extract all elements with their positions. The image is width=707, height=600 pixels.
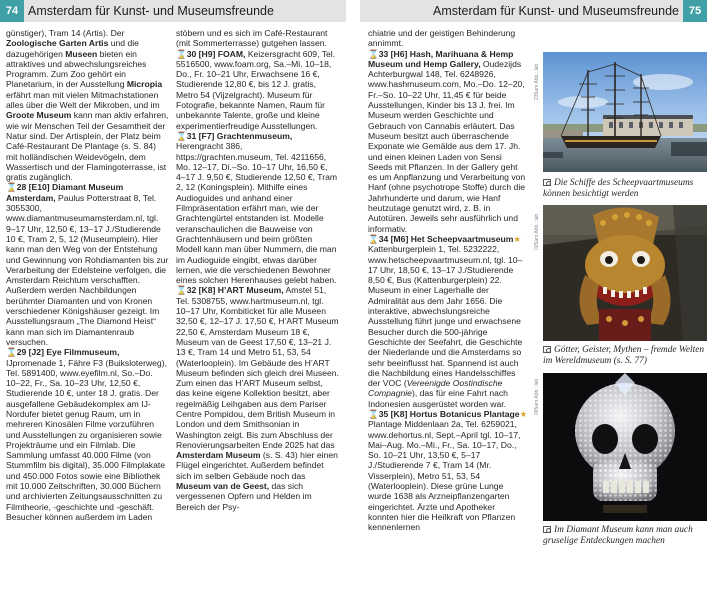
entry-number: 34 [378, 233, 389, 244]
text-column-2 [176, 28, 339, 594]
text-run: erfährt man mit vielen Mitmachstationen alles über die Welt der Mikroben, und im [6, 89, 160, 111]
bold-term: Museen [65, 48, 98, 59]
running-title-right: Amsterdam für Kunst- und Museumsfreunde [433, 4, 679, 18]
mask-image [543, 205, 707, 341]
text-column-3 [368, 28, 528, 594]
ship-image [543, 52, 707, 172]
skull-image [543, 373, 707, 521]
entry-name: [F7] Grachtenmuseum, [196, 130, 293, 141]
museum-marker-icon: ⌛ [6, 182, 17, 193]
caption-text: Im Diamant Museum kann man auch gruselige Entdeckungen machen [543, 525, 693, 546]
entry-32 [176, 285, 339, 512]
paragraph-zoo [6, 28, 169, 182]
museum-marker-icon: ⌛ [368, 233, 379, 244]
museum-marker-icon: ⌛ [368, 408, 379, 419]
entry-text: Keizersgracht 609, Tel. 5516500, www.foam.org, Sa.–Mi. 10–18, Do., Fr. 10–21 Uhr, Erwachsene 16 €, Studierende 12,80 €, bis 12 J. gratis, Metro 54 (Vijzelgracht). Museum für Fotografie, bekannte Namen, Raum für unbekannte Talente, große und kleine experimentierfreudige Ausstellungen. [176, 48, 336, 131]
header-bar-left [0, 0, 346, 22]
entry-name: [K8] H’ART Museum, [196, 285, 284, 296]
caption-text: Götter, Geister, Mythen – fremde Welten im Wereldmuseum (s. S. 77) [543, 345, 705, 366]
entry-number: 30 [186, 48, 197, 59]
museum-marker-icon: ⌛ [368, 48, 379, 59]
highlight-star-icon: ★ [513, 233, 522, 244]
entry-35 [368, 409, 528, 533]
running-title-left: Amsterdam für Kunst- und Museumsfreunde [28, 4, 274, 18]
entry-29 [6, 347, 169, 522]
photo-credit: 025am Abb.: lab [534, 213, 540, 250]
page-number-left: 74 [0, 0, 24, 22]
entry-number: 35 [378, 408, 389, 419]
entry-text: (s. S. 43) hier einen Flügel eingerichtet. Außerdem befindet sich im selben Gebäude noch das [176, 450, 338, 481]
entry-number: 32 [186, 285, 197, 296]
entry-text: ), das für eine Fahrt nach Indonesien ausgerüstet worden war. [368, 388, 508, 409]
entry-name: [J2] Eye Filmmuseum, [26, 347, 120, 358]
photo-ship-scheepvaartmuseum [543, 52, 707, 172]
entry-number: 29 [16, 347, 27, 358]
entry-name: [M6] Het Scheepvaartmuseum [388, 233, 514, 244]
entry-number: 28 [16, 182, 27, 193]
text-run: günstiger), Tram 14 (Artis). Der [6, 28, 125, 38]
bold-term: Micropia [126, 79, 163, 90]
entry-name: [H6] Hash, Marihuana & Hemp Museum und Hemp Gallery, [368, 48, 514, 69]
text-run: und die dazugehörigen [6, 38, 139, 59]
caption-mask [543, 345, 707, 367]
text-run: kann man aktiv erfahren, wie wir Menschen Teil der Gesamtheit der Natur sind. Der Artisplein, der Platz beim Café-Restaurant De Plantage (s. S. 84) mit holländischen Weidevögeln, dem Wassertisch und der Flamingoterrasse, ist gratis zugänglich. [6, 110, 169, 183]
entry-31 [176, 131, 339, 285]
entry-number: 31 [186, 130, 197, 141]
entry-number: 33 [378, 48, 389, 59]
entry-text: Plantage Middenlaan 2a, Tel. 6259021, www.dehortus.nl, Sept.–April tgl. 10–17, Mai–Aug. Mo.–Mi., Fr., Sa. 10–17, Do., So. 10–21 Uhr, 13,50 €, 5–17 J./Studierende 7 €, Tram 14 (Mr. Visserplein), Metro 51, 53, 54 (Waterlooplein). Diese grüne Lunge wurde 1638 als Arzneipflanzengarten eingerichtet. Ärzte und Apotheker konnten hier die Heilkraft von Pflanzen kennenlernen [368, 419, 521, 533]
highlight-star-icon: ★ [519, 408, 528, 419]
entry-34 [368, 234, 528, 409]
caption-skull [543, 525, 707, 547]
entry-text: Oudezijds Achterburgwal 148, Tel. 6248926, www.hashmuseum.com, Mo.–Do. 12–20, Fr.–So. 10–22 Uhr, 11,45 € für beide Ausstellungen, Kinder bis 13 J. frei. Im Museum werden Geschichte und Gebrauch von Cannabis erläutert. Das Museum besitzt auch überraschende Exponate wie Gemälde aus dem 17. Jh. und einen kleinen Laden von Sensi Seeds mit Pflanzen. In der Gallery geht es um Anpflanzung und Verarbeitung von Hanf (ohne psychotrope Stoffe) durch die Jahrhunderte und darum, wie Hanf heutzutage genutzt wird, z. B. in Autotüren. Jeweils sehr ausführlich und informativ. [368, 58, 526, 234]
entry-text: IJpromenade 1, Fähre F3 (Buiksloterweg), Tel. 5891400, www.eyefilm.nl, So.–Do. 10–22, Fr., Sa. 10–23 Uhr, 12,50 €, Studierende 10 €, unter 18 J. gratis. Der ausgefallene Gebäudekomplex am IJ-Nordufer bietet genug Raum, um in mehreren Kinosälen Filme vorzuführen und Ausstellungen zu organisieren sowie Projekträume und ein Filmlab. Die Sammlung umfasst 40.000 Filme (von Stummfilm bis digital), 35.000 Filmplakate und 450.000 Fotos sowie eine Bibliothek mit 10.000 Zeitschriften, 30.000 Büchern und archivierten Zeitungsausschnitten zu Filmtheorie, -geschichte und -geschäft. Besucher können außerdem im Laden [6, 357, 167, 522]
entry-name: [K8] Hortus Botanicus Plantage [388, 408, 520, 419]
entry-text: Paulus Potterstraat 8, Tel. 3055300, www.diamantmuseumamsterdam.nl, tgl. 9–17 Uhr, 12,50 €, 13–17 J./Studierende 10 €, Tram 2, 5, 12 (Museumplein). Hier kann man den Weg von der Entstehung und Gewinnung von Rohdiamanten bis zur Verarbeitung der Edelsteine verfolgen, die Amsterdam Reichtum verschafften. Außerdem werden Nachbildungen berühmter Diamanten und von Kronen verschiedener Königshäuser gezeigt. Im Ausstellungsraum „The Diamond Heist“ kann man sich im Diamantenraub versuchen. [6, 192, 169, 347]
camera-icon [543, 179, 551, 186]
entry-name: [H9] FOAM, [196, 48, 246, 59]
entry-28 [6, 182, 169, 347]
text-column-1 [6, 28, 169, 594]
entry-30 [176, 49, 339, 131]
entry-text: Kattenburgerplein 1, Tel. 5232222, www.hetscheepvaartmuseum.nl, tgl. 10–17 Uhr, 18,50 €, 13–17 J./Studierende 8,50 €, Bus (Kattenburgerplein) 22. Museum in einer Lagerhalle der Admiralität aus dem Jahr 1656. Die interaktive, abwechslungsreiche Ausstellung führt junge und erwachsene Besucher durch die 500-jährige Geschichte der Seefahrt, die Geschichte der Niederlande und die Amsterdams so sehr beeinflusst hat. Spannend ist auch die Nachbildung eines Handelsschiffes der VOC ( [368, 244, 523, 389]
bold-term: Zoologische Garten Artis [6, 38, 109, 49]
entry-text: Amstel 51, Tel. 5308755, www.hartmuseum.nl, tgl. 10–17 Uhr, Kombiticket für alle Museen 32,50 €, 12–17 J. 17,50 €, H’ART Museum 22,50 €, Amsterdam Museum 18 €, Museum van de Geest 17,50 €, 13–21 J. 13 €, Tram 14 und Metro 51, 53, 54 (Waterlooplein). Im Gebäude des H’ART Museum befinden sich gleich drei Museen. Zum einen das H’ART Museum selbst, das keine eigene Kollektion besitzt, aber regelmäßig Leihgaben aus dem Pariser Centre Pompidou, dem British Museum in London und dem Smithsonian in Washington zeigt. Bis zum Abschluss der Renovierungsarbeiten Ende 2025 hat das [176, 285, 339, 450]
museum-marker-icon: ⌛ [6, 347, 17, 358]
camera-icon [543, 346, 551, 353]
text-run: bieten ein attraktives und abwechslungsreiches Programm. Zum Zoo gehört ein Planetarium, in der Ausstellung [6, 48, 147, 90]
museum-marker-icon: ⌛ [176, 130, 187, 141]
museum-marker-icon: ⌛ [176, 48, 187, 59]
page-number-right: 75 [683, 0, 707, 22]
museum-marker-icon: ⌛ [176, 285, 187, 296]
caption-ship [543, 178, 707, 200]
paragraph-continued: stöbern und es sich im Café-Restaurant (mit Sommerterrasse) gutgehen lassen. [176, 28, 328, 49]
header-bar-right [360, 0, 707, 22]
bold-term: Groote Museum [6, 110, 72, 121]
paragraph-continued: chiatrie und der geistigen Behinderung annimmt. [368, 28, 516, 49]
entry-name: [E10] Diamant Museum Amsterdam, [6, 182, 124, 203]
photo-credit: 065am Abb.: lab [534, 378, 540, 415]
entry-text: Herengracht 386, https://grachten.museum, Tel. 4211656, Mo. 12–17, Di.–So. 10–17 Uhr, 16,50 €, 4–17 J. 9,50 €, Studierende 12,50 €, Tram 2, 12 (Koningsplein). Mithilfe eines Audioguides und anhand einer Filmpräsentation erfährt man, wie der Grachtengürtel entstanden ist. Modelle veranschaulichen die Bauweise von Grachtenhäusern und beim größten Modell kann man über Nummern, die man im Audioguide eingibt, etwas darüber lernen, wie die verschiedenen Bewohner eines solchen Herenhauses gelebt haben. [176, 141, 338, 286]
entry-text: das sich vergessenen Opfern und Helden im Bereich der Psy- [176, 481, 312, 512]
photo-diamond-skull [543, 373, 707, 521]
caption-text: Die Schiffe des Scheepvaartmuseums können besichtigt werden [543, 178, 694, 199]
photo-mask-wereldmuseum [543, 205, 707, 341]
photo-credit: 235am Abb.: lab [534, 63, 540, 100]
entry-33 [368, 49, 528, 234]
bold-term: Museum van de Geest, [176, 481, 270, 492]
italic-term: Vereenigde Oostindische Compagnie [368, 378, 503, 399]
bold-term: Amsterdam Museum [176, 450, 261, 461]
camera-icon [543, 526, 551, 533]
